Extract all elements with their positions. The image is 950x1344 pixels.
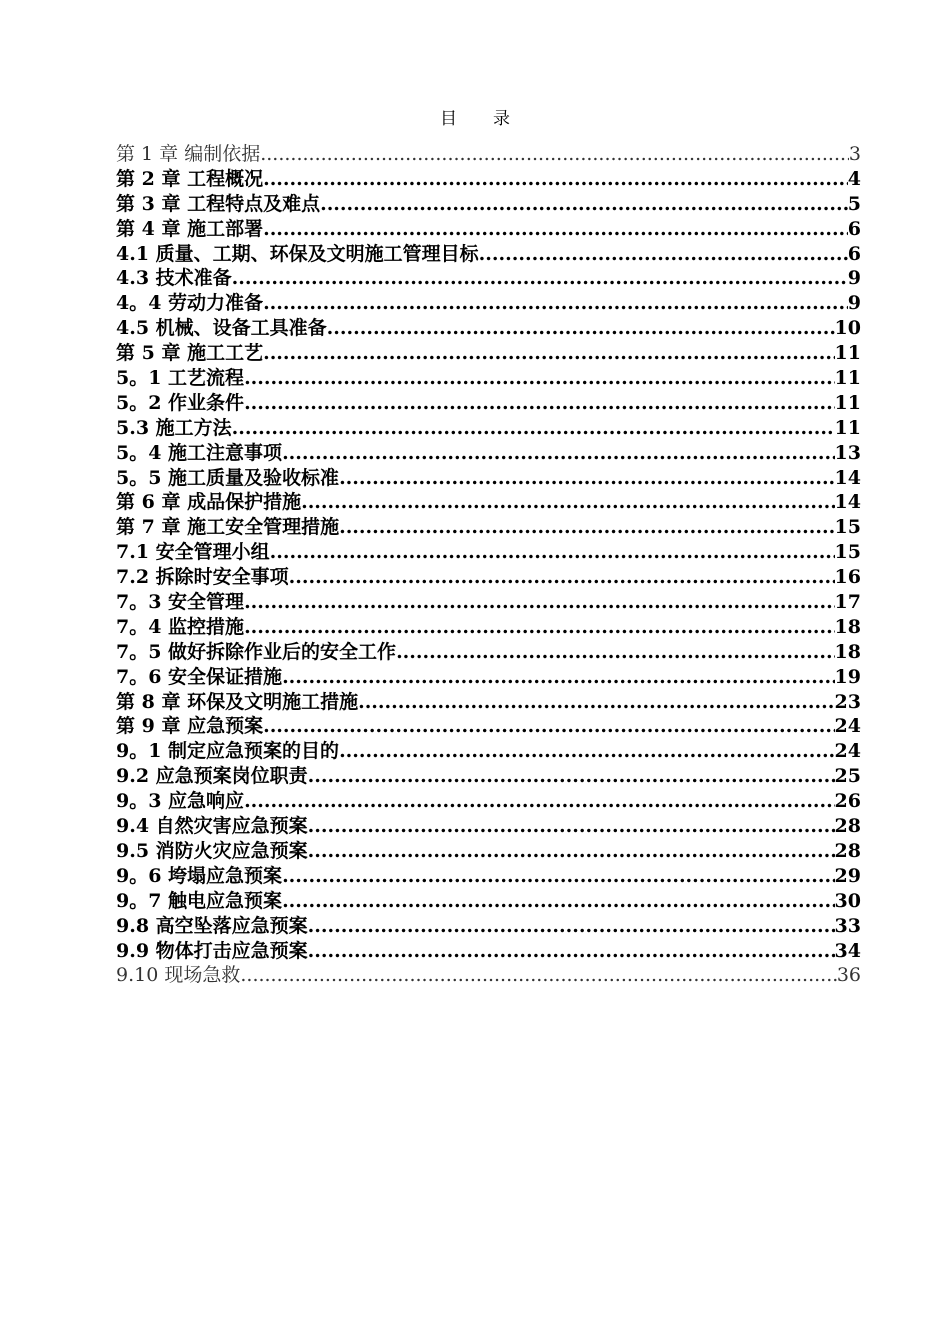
toc-entry-page-number: 33 — [834, 914, 861, 937]
toc-entry[interactable] — [116, 615, 861, 640]
toc-entry-page-number: 6 — [847, 217, 861, 240]
dot-leader — [320, 192, 848, 217]
toc-entry[interactable] — [116, 291, 861, 316]
dot-leader — [301, 490, 834, 515]
toc-entry-page-number: 15 — [834, 516, 861, 539]
toc-entry-page-number: 30 — [834, 889, 861, 912]
toc-entry-label: 9。7 触电应急预案 — [116, 889, 283, 912]
toc-entry[interactable] — [116, 515, 861, 540]
toc-entry[interactable] — [116, 490, 861, 515]
toc-entry-page-number: 3 — [848, 143, 861, 165]
dot-leader — [232, 416, 835, 441]
toc-entry-label: 第 1 章 编制依据 — [116, 143, 261, 165]
toc-entry-label: 4.1 质量、工期、环保及文明施工管理目标 — [116, 242, 479, 265]
toc-entry[interactable] — [116, 665, 861, 690]
toc-entry[interactable] — [116, 864, 861, 889]
toc-entry-page-number: 24 — [834, 740, 861, 763]
dot-leader — [308, 814, 835, 839]
toc-entry[interactable] — [116, 914, 861, 939]
toc-entry-page-number: 9 — [847, 292, 861, 315]
toc-entry-page-number: 19 — [834, 665, 861, 688]
toc-entry-page-number: 9 — [847, 267, 861, 290]
dot-leader — [244, 590, 834, 615]
title-char-1: 目 — [440, 109, 457, 129]
toc-entry-label: 9。1 制定应急预案的目的 — [116, 740, 340, 763]
toc-entry-label: 9.9 物体打击应急预案 — [116, 939, 308, 962]
toc-entry[interactable] — [116, 192, 861, 217]
toc-entry-label: 9.5 消防火灾应急预案 — [116, 839, 308, 862]
toc-entry[interactable] — [116, 242, 861, 267]
toc-entry-label: 7.2 拆除时安全事项 — [116, 566, 289, 589]
toc-entry-label: 5。4 施工注意事项 — [116, 441, 283, 464]
toc-entry-page-number: 29 — [834, 864, 861, 887]
toc-entry-label: 第 3 章 工程特点及难点 — [116, 192, 321, 215]
toc-entry-page-number: 5 — [847, 192, 861, 215]
dot-leader — [260, 142, 849, 167]
dot-leader — [270, 540, 835, 565]
toc-entry-page-number: 23 — [834, 690, 861, 713]
toc-entry-page-number: 11 — [834, 342, 861, 365]
toc-entry[interactable] — [116, 565, 861, 590]
toc-entry[interactable] — [116, 441, 861, 466]
toc-entry-page-number: 4 — [847, 167, 861, 190]
toc-entry-label: 5。1 工艺流程 — [116, 367, 245, 390]
dot-leader — [263, 291, 848, 316]
toc-entry-page-number: 34 — [834, 939, 861, 962]
dot-leader — [308, 839, 835, 864]
toc-entry[interactable] — [116, 739, 861, 764]
toc-entry[interactable] — [116, 266, 861, 291]
toc-entry-label: 9。6 垮塌应急预案 — [116, 864, 283, 887]
toc-entry-page-number: 15 — [834, 541, 861, 564]
toc-entry-label: 第 7 章 施工安全管理措施 — [116, 516, 340, 539]
toc-entry[interactable] — [116, 167, 861, 192]
dot-leader — [282, 864, 834, 889]
toc-entry-label: 7.1 安全管理小组 — [116, 541, 270, 564]
toc-entry-label: 9.10 现场急救 — [116, 964, 241, 987]
toc-entry-page-number: 16 — [834, 566, 861, 589]
dot-leader — [263, 217, 848, 242]
toc-entry[interactable] — [116, 540, 861, 565]
title-char-2: 录 — [493, 109, 510, 129]
dot-leader — [339, 739, 834, 764]
toc-entry[interactable] — [116, 416, 861, 441]
toc-entry-label: 7。6 安全保证措施 — [116, 665, 283, 688]
toc-entry[interactable] — [116, 391, 861, 416]
dot-leader — [396, 640, 834, 665]
toc-entry[interactable] — [116, 889, 861, 914]
toc-entry[interactable] — [116, 142, 861, 167]
dot-leader — [240, 963, 836, 988]
toc-entry[interactable] — [116, 217, 861, 242]
dot-leader — [308, 764, 835, 789]
toc-entry[interactable] — [116, 316, 861, 341]
toc-entry-page-number: 25 — [834, 765, 861, 788]
dot-leader — [282, 889, 834, 914]
toc-entry-label: 9.4 自然灾害应急预案 — [116, 815, 308, 838]
toc-entry-label: 4.5 机械、设备工具准备 — [116, 317, 327, 340]
toc-entry-label: 5。2 作业条件 — [116, 391, 245, 414]
dot-leader — [289, 565, 835, 590]
toc-entry[interactable] — [116, 590, 861, 615]
toc-entry-page-number: 28 — [834, 839, 861, 862]
toc-entry[interactable] — [116, 939, 861, 964]
dot-leader — [282, 665, 834, 690]
toc-entry-page-number: 18 — [834, 615, 861, 638]
toc-entry-page-number: 11 — [834, 367, 861, 390]
toc-entry-label: 7。4 监控措施 — [116, 615, 245, 638]
toc-entry[interactable] — [116, 366, 861, 391]
toc-entry-page-number: 36 — [836, 964, 861, 987]
dot-leader — [339, 515, 834, 540]
toc-entry-page-number: 24 — [834, 715, 861, 738]
toc-entry-label: 第 8 章 环保及文明施工措施 — [116, 690, 359, 713]
toc-entry[interactable] — [116, 341, 861, 366]
table-of-contents — [116, 142, 861, 988]
dot-leader — [263, 341, 834, 366]
toc-entry-label: 5。5 施工质量及验收标准 — [116, 466, 340, 489]
toc-entry[interactable] — [116, 839, 861, 864]
toc-entry-page-number: 17 — [834, 591, 861, 614]
toc-entry[interactable] — [116, 814, 861, 839]
dot-leader — [244, 366, 834, 391]
toc-entry-label: 9。3 应急响应 — [116, 790, 245, 813]
toc-entry[interactable] — [116, 714, 861, 739]
toc-entry-label: 9.2 应急预案岗位职责 — [116, 765, 308, 788]
toc-entry[interactable] — [116, 690, 861, 715]
toc-entry-label: 7。5 做好拆除作业后的安全工作 — [116, 640, 397, 663]
toc-entry[interactable] — [116, 640, 861, 665]
toc-entry-label: 第 5 章 施工工艺 — [116, 342, 264, 365]
dot-leader — [244, 391, 834, 416]
toc-entry-label: 5.3 施工方法 — [116, 416, 232, 439]
toc-entry-label: 第 9 章 应急预案 — [116, 715, 264, 738]
toc-entry-page-number: 26 — [834, 790, 861, 813]
dot-leader — [479, 242, 848, 267]
dot-leader — [232, 266, 848, 291]
toc-entry[interactable] — [116, 764, 861, 789]
dot-leader — [244, 615, 834, 640]
toc-entry-label: 第 4 章 施工部署 — [116, 217, 264, 240]
toc-entry-page-number: 11 — [834, 416, 861, 439]
toc-entry-page-number: 13 — [834, 441, 861, 464]
toc-entry[interactable] — [116, 789, 861, 814]
toc-entry-page-number: 18 — [834, 640, 861, 663]
dot-leader — [263, 714, 834, 739]
dot-leader — [263, 167, 848, 192]
dot-leader — [327, 316, 835, 341]
toc-entry-label: 4。4 劳动力准备 — [116, 292, 264, 315]
toc-entry-label: 第 2 章 工程概况 — [116, 167, 264, 190]
toc-entry-page-number: 28 — [834, 815, 861, 838]
toc-entry[interactable] — [116, 963, 861, 988]
page-title — [0, 104, 950, 129]
dot-leader — [308, 939, 835, 964]
toc-entry-label: 9.8 高空坠落应急预案 — [116, 914, 308, 937]
toc-entry-page-number: 14 — [834, 466, 861, 489]
toc-entry-page-number: 14 — [834, 491, 861, 514]
dot-leader — [358, 690, 834, 715]
toc-entry-label: 第 6 章 成品保护措施 — [116, 491, 302, 514]
dot-leader — [282, 441, 834, 466]
toc-entry-page-number: 6 — [847, 242, 861, 265]
dot-leader — [244, 789, 834, 814]
toc-entry-page-number: 10 — [834, 317, 861, 340]
dot-leader — [308, 914, 835, 939]
toc-entry-page-number: 11 — [834, 391, 861, 414]
toc-entry-label: 7。3 安全管理 — [116, 591, 245, 614]
toc-entry[interactable] — [116, 466, 861, 491]
toc-entry-label: 4.3 技术准备 — [116, 267, 232, 290]
dot-leader — [339, 466, 834, 491]
